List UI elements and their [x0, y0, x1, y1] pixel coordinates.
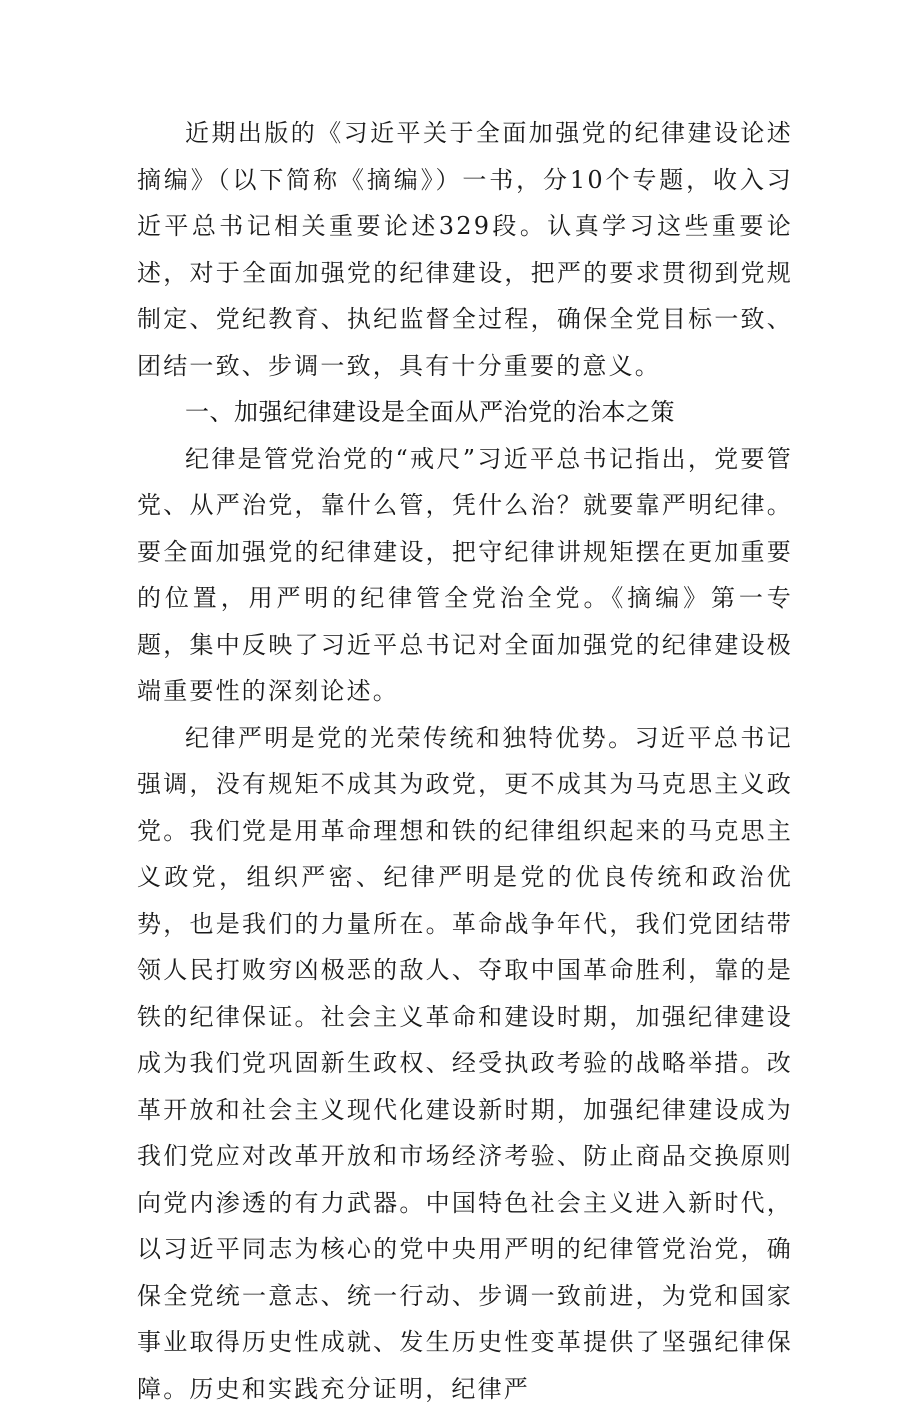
document-body	[137, 110, 793, 1412]
body-paragraph-2: 纪律严明是党的光荣传统和独特优势。习近平总书记强调，没有规矩不成其为政党，更不成其为马克思主义政党。我们党是用革命理想和铁的纪律组织起来的马克思主义政党，组织严密、纪律严明是党的优良传统和政治优势，也是我们的力量所在。革命战争年代，我们党团结带领人民打败穷凶极恶的敌人、夺取中国革命胜利，靠的是铁的纪律保证。社会主义革命和建设时期，加强纪律建设成为我们党巩固新生政权、经受执政考验的战略举措。改革开放和社会主义现代化建设新时期，加强纪律建设成为我们党应对改革开放和市场经济考验、防止商品交换原则向党内渗透的有力武器。中国特色社会主义进入新时代，以习近平同志为核心的党中央用严明的纪律管党治党，确保全党统一意志、统一行动、步调一致前进，为党和国家事业取得历史性成就、发生历史性变革提供了坚强纪律保障。历史和实践充分证明，纪律严	[137, 715, 793, 1412]
intro-paragraph: 近期出版的《习近平关于全面加强党的纪律建设论述摘编》（以下简称《摘编》）一书，分10个专题，收入习近平总书记相关重要论述329段。认真学习这些重要论述，对于全面加强党的纪律建设，把严的要求贯彻到党规制定、党纪教育、执纪监督全过程，确保全党目标一致、团结一致、步调一致，具有十分重要的意义。	[137, 110, 793, 389]
section-heading: 一、加强纪律建设是全面从严治党的治本之策	[137, 389, 793, 436]
body-paragraph-1: 纪律是管党治党的“戒尺”习近平总书记指出，党要管党、从严治党，靠什么管，凭什么治？就要靠严明纪律。要全面加强党的纪律建设，把守纪律讲规矩摆在更加重要的位置，用严明的纪律管全党治全党。《摘编》第一专题，集中反映了习近平总书记对全面加强党的纪律建设极端重要性的深刻论述。	[137, 436, 793, 715]
